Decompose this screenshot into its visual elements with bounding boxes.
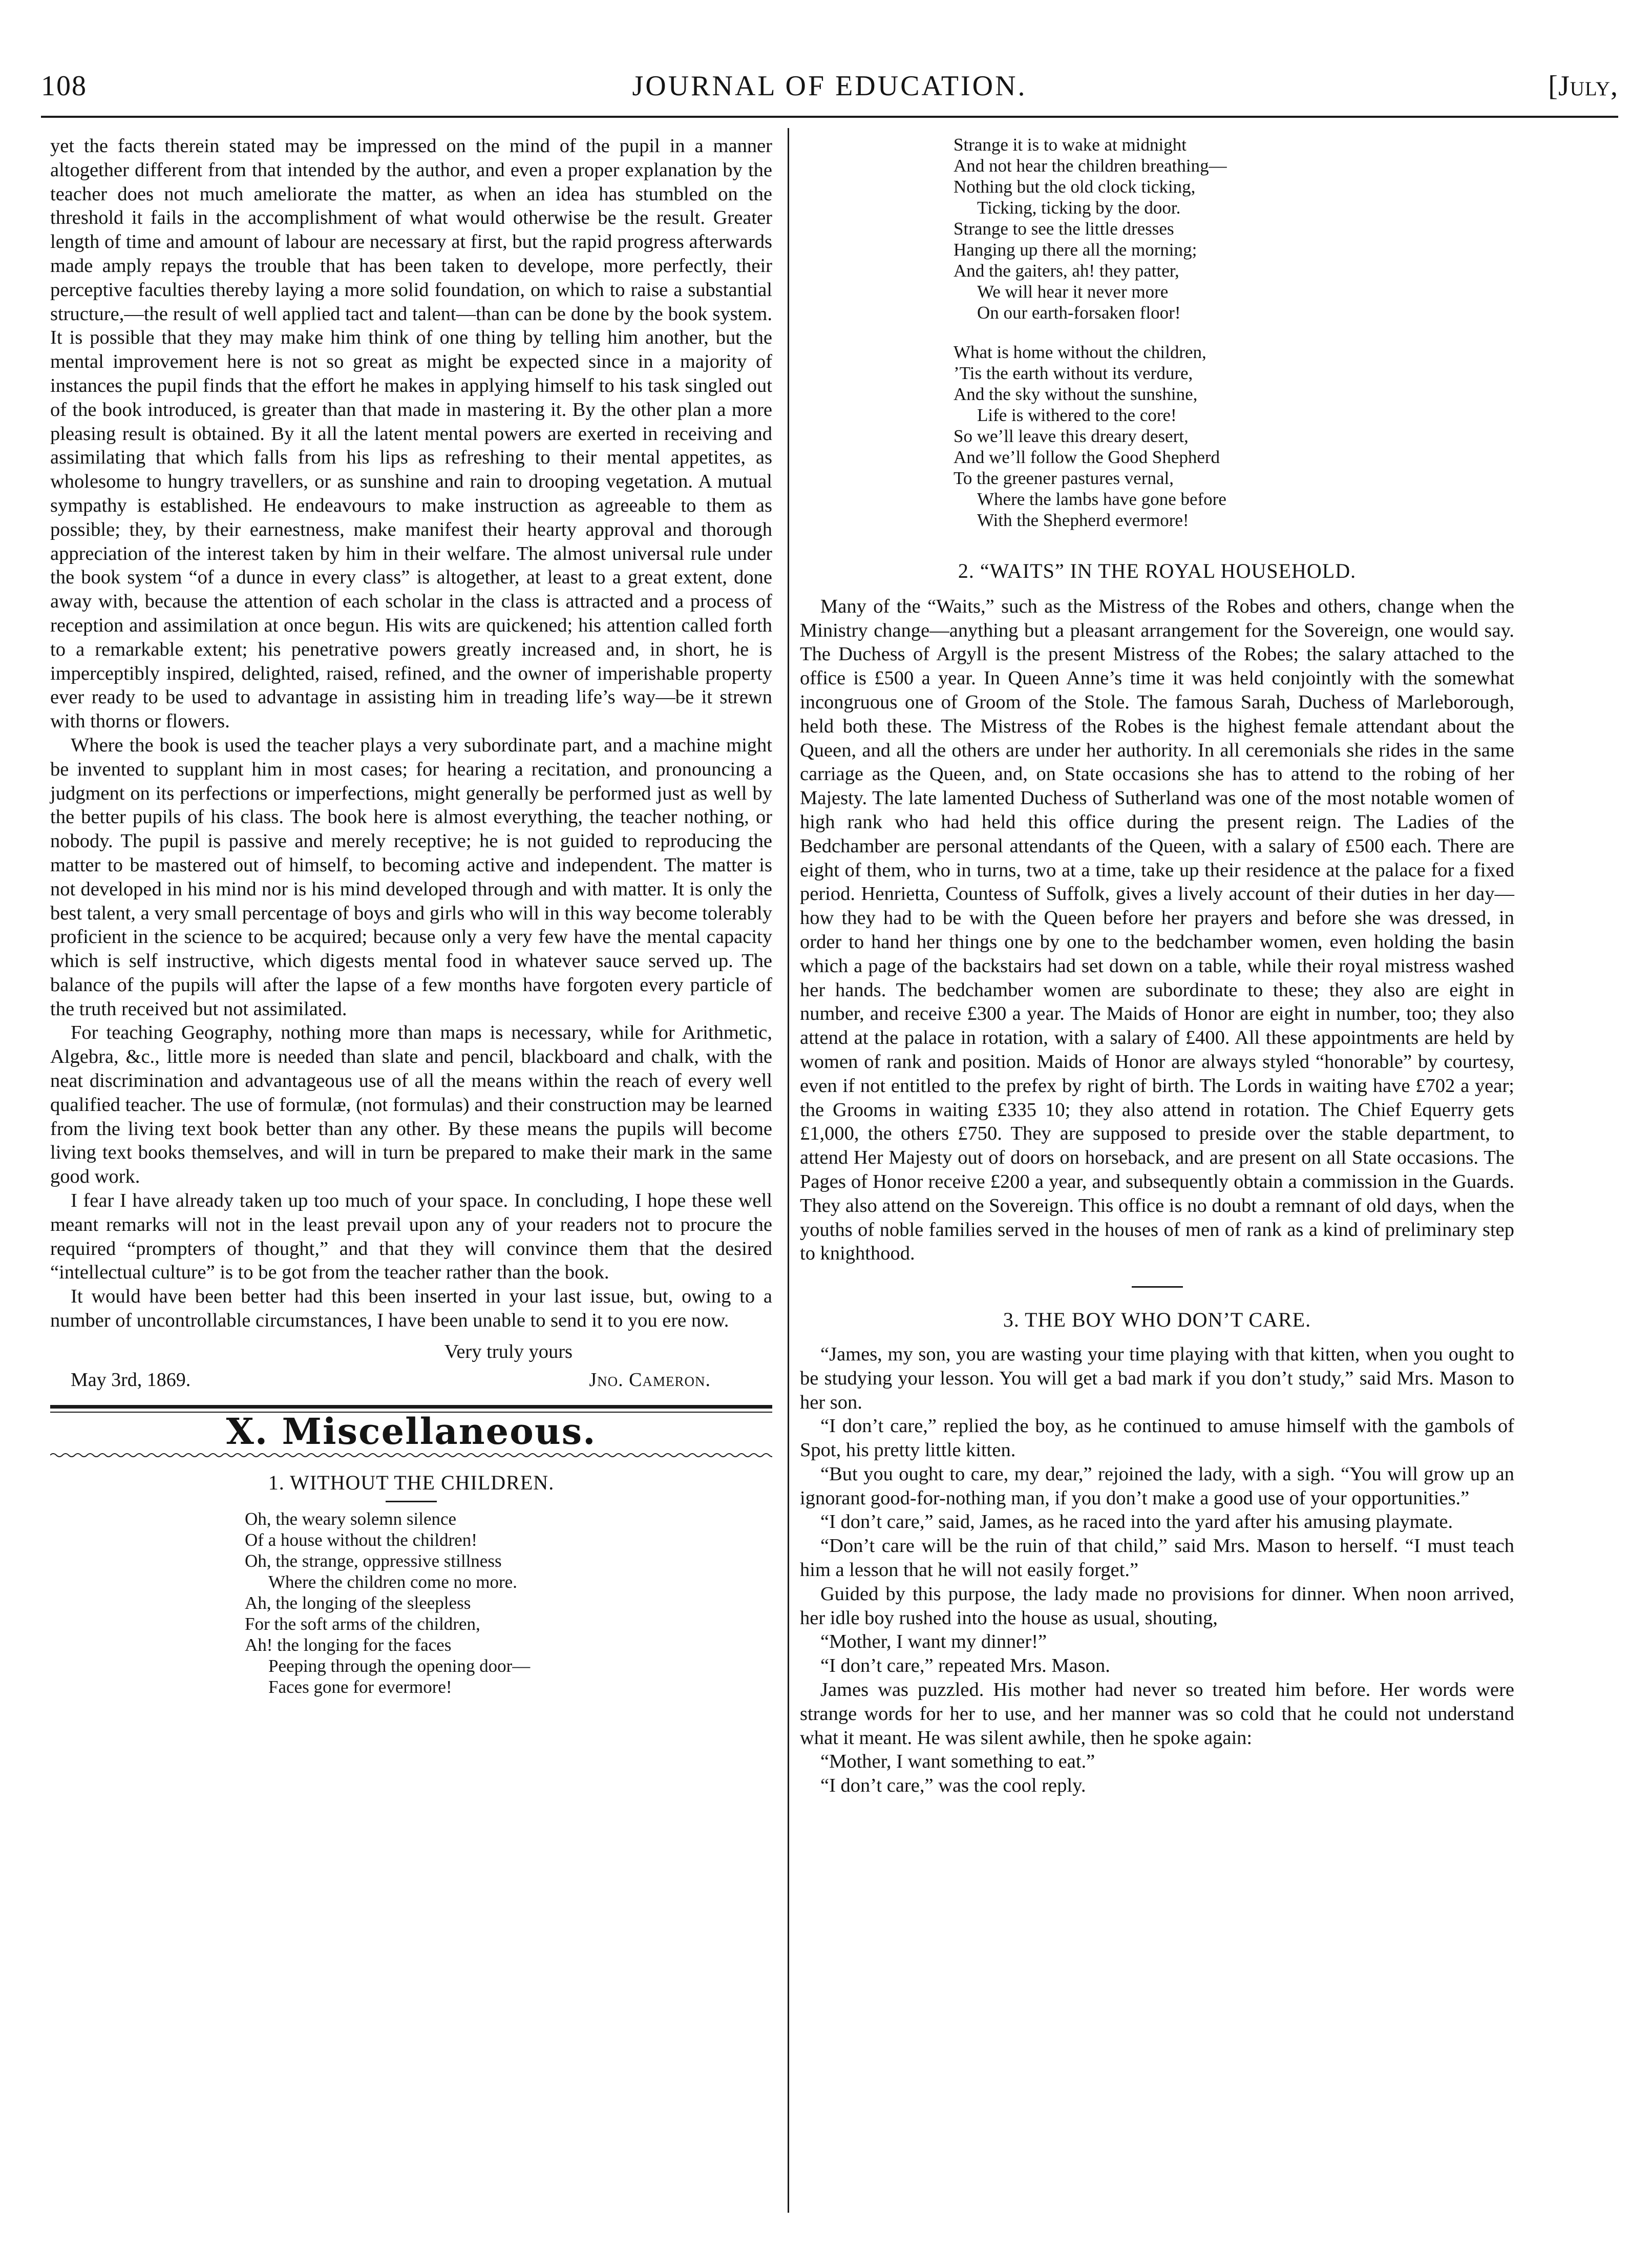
poem-1-stanza-3 — [800, 342, 1514, 531]
poem-line: And not hear the children breathing— — [954, 156, 1227, 176]
letter-signoff — [50, 1368, 772, 1393]
article-3-paragraph: “I don’t care,” replied the boy, as he continued to amuse himself with the gambols of Spot, his pretty little kitten. — [800, 1415, 1514, 1461]
journal-title: JOURNAL OF EDUCATION. — [632, 70, 1027, 102]
poem-line: To the greener pastures vernal, — [954, 468, 1174, 488]
issue-month: [July, — [1548, 70, 1618, 102]
poem-line: We will hear it never more — [977, 282, 1169, 302]
poem-line: Peeping through the opening door— — [268, 1656, 531, 1676]
article-3-paragraph: “Mother, I want my dinner!” — [820, 1631, 1047, 1653]
stanza-gap — [800, 323, 1514, 342]
poem-line: Where the lambs have gone before — [977, 489, 1226, 509]
poem-line: Ah, the longing of the sleepless — [245, 1593, 471, 1613]
letter-paragraph-1: yet the facts therein stated may be impressed on the mind of the pupil in a manner altogether different from that intended by the author, and even a proper explanation by the teacher does not much ameliorate the matter, as when an idea has stumbled on the threshold it fails in the accomplishment of what would otherwise be the result. Greater length of time and amount of labour are necessary at first, but the rapid progress afterwards made amply repays the trouble that has been taken to develope, more perfectly, their perceptive faculties thereby laying a more solid foundation, on which to raise a substantial structure,—the result of well applied tact and talent—than can be done by the book system. It is possible that they may make him think of one thing by telling him another, but the mental improvement here is not so great as might be expected since in a majority of instances the pupil finds that the effort he makes in applying himself to his task singled out of the book introduced, is greater than that made in mastering it. By the other plan a more pleasing result is obtained. By it all the latent mental powers are exerted in receiving and assimilating that which falls from his lips as refreshing to their mental appetites, as wholesome to hungry travellers, or as sunshine and rain to drooping vegetation. A mutual sympathy is established. He endeavours to make instruction as agreeable to them as possible; they, by their earnestness, make manifest their hearty approval and thorough appreciation of the interest taken by him in their welfare. The almost universal rule under the book system “of a dunce in every class” is altogether, at least to a great extent, done away with, because the attention of each scholar in the class is attracted and a process of reception and assimilation at once begun. His wits are quickened; his attention called forth to a remarkable extent; his penetrative powers greatly increased and, in short, he is imperceptibly inspired, delighted, raised, refined, and the owner of imperishable property ever ready to be used to advantage in assisting him in treading life’s way—be it strewn with thorns or flowers. — [50, 135, 772, 732]
poem-line: Hanging up there all the morning; — [954, 240, 1197, 260]
poem-line: On our earth-forsaken floor! — [977, 303, 1181, 323]
poem-line: Of a house without the children! — [245, 1530, 477, 1550]
letter-paragraph-3: For teaching Geography, nothing more than maps is necessary, while for Arithmetic, Algebra, &c., little more is needed than slate and pencil, blackboard and chalk, with the neat discrimination and advantageous use of all the means within the reach of every well qualified teacher. The use of formulæ, (not formulas) and their construction may be learned from the living text book better than any other. By these means the pupils will become living text books themselves, and will in turn be prepared to make their mark in the same good work. — [50, 1022, 772, 1188]
article-3-paragraph: James was puzzled. His mother had never so treated him before. Her words were strange words for her to use, and her manner was so cold that he could not understand what it meant. He was silent awhile, then he spoke again: — [800, 1679, 1514, 1749]
poem-line: With the Shepherd evermore! — [977, 510, 1189, 530]
letter-paragraph-5: It would have been better had this been inserted in your last issue, but, owing to a number of uncontrollable circumstances, I have been unable to send it to you ere now. — [50, 1286, 772, 1332]
poem-1-stanza-1 — [50, 1508, 772, 1697]
poem-1-heading: 1. WITHOUT THE CHILDREN. — [268, 1471, 555, 1494]
article-3-paragraph: “Don’t care will be the ruin of that child,” said Mrs. Mason to herself. “I must teach him a lesson that he will not easily forget.” — [800, 1535, 1514, 1581]
article-3-paragraph: Guided by this purpose, the lady made no provisions for dinner. When noon arrived, her idle boy rushed into the house as usual, shouting, — [800, 1583, 1514, 1629]
letter-signature: Jno. Cameron. — [589, 1369, 711, 1391]
article-3-paragraph: “I don’t care,” repeated Mrs. Mason. — [820, 1655, 1110, 1677]
poem-1-stanza-2 — [800, 134, 1514, 323]
poem-line: Oh, the strange, oppressive stillness — [245, 1551, 502, 1571]
poem-line: So we’ll leave this dreary desert, — [954, 426, 1189, 446]
poem-line: What is home without the children, — [954, 342, 1206, 362]
poem-line: ’Tis the earth without its verdure, — [954, 363, 1193, 383]
page-number: 108 — [41, 70, 87, 102]
poem-line: Oh, the weary solemn silence — [245, 1509, 457, 1529]
poem-line: Ah! the longing for the faces — [245, 1635, 452, 1655]
poem-line: And we’ll follow the Good Shepherd — [954, 447, 1220, 467]
page-header — [41, 66, 1618, 107]
poem-line: Life is withered to the core! — [977, 405, 1177, 425]
poem-line: And the gaiters, ah! they patter, — [954, 261, 1179, 281]
poem-line: Where the children come no more. — [268, 1572, 517, 1592]
column-divider — [788, 128, 789, 2213]
poem-line: Faces gone for evermore! — [268, 1677, 452, 1697]
poem-line: Strange it is to wake at midnight — [954, 135, 1187, 155]
section-title: X. Miscellaneous. — [226, 1410, 597, 1453]
poem-line: Ticking, ticking by the door. — [977, 198, 1181, 218]
article-2-body: Many of the “Waits,” such as the Mistress of the Robes and others, change when the Ministry change—anything but a pleasant arrangement for the Sovereign, one would say. The Duchess of Argyll is the present Mistress of the Robes; the salary attached to the office is £500 a year. In Queen Anne’s time it was held conjointly with the somewhat incongruous one of Groom of the Stole. The famous Sarah, Duchess of Marleborough, held both these. The Mistress of the Robes is the highest female attendant about the Queen, and all the others are under her authority. In all ceremonials she rides in the same carriage as the Queen, and, on State occasions she has to attend to the robing of her Majesty. The late lamented Duchess of Sutherland was one of the most notable women of high rank who had held this office during the present reign. The Ladies of the Bedchamber are personal attendants of the Queen, with a salary of £500 each. There are eight of them, who in turns, two at a time, take up their residence at the palace for a fixed period. Henrietta, Countess of Suffolk, gives a lively account of their duties in her day—how they had to be with the Queen before her prayers and before she was dressed, in order to hand her things one by one to the bedchamber women, even holding the basin which a page of the backstairs had set down on a table, while their royal mistress washed her hands. The bedchamber women are subordinate to these; they also are eight in number, and receive £300 a year. The Maids of Honor are eight in number, too; they also attend at the palace in rotation, with a salary of £400. All these appointments are held by women of rank and position. Maids of Honor are always styled “honorable” by courtesy, even if not entitled to the prefex by right of birth. The Lords in waiting have £702 a year; the Grooms in waiting £335 10; they also attend in rotation. The Chief Equerry gets £1,000, the others £750. They are supposed to preside over the stable department, to attend Her Majesty out of doors on horseback, and are present on all State occasions. The Pages of Honor receive £200 a year, and subsequently obtain a commission in the Guards. They also attend on the Sovereign. This office is no doubt a remnant of old days, when the youths of noble families served in the houses of men of rank as a kind of preliminary step to knighthood. — [800, 595, 1514, 1265]
article-3-paragraph: “I don’t care,” was the cool reply. — [820, 1775, 1086, 1797]
article-3-paragraph: “Mother, I want something to eat.” — [820, 1751, 1095, 1773]
article-2-heading: 2. “WAITS” IN THE ROYAL HOUSEHOLD. — [958, 559, 1357, 582]
article-3-paragraph: “But you ought to care, my dear,” rejoined the lady, with a sigh. “You will grow up an ignorant good-for-nothing man, if you don’t make a good use of your opportunities.” — [800, 1463, 1514, 1509]
poem-line: And the sky without the sunshine, — [954, 384, 1198, 404]
poem-line: For the soft arms of the children, — [245, 1614, 480, 1634]
letter-date: May 3rd, 1869. — [71, 1369, 191, 1391]
letter-paragraph-4: I fear I have already taken up too much of your space. In concluding, I hope these well meant remarks will not in the least prevail upon any of your readers not to procure the required “prompters of thought,” and that they will convince them that the desired “intellectual culture” is to be got from the teacher rather than the book. — [50, 1190, 772, 1284]
section-rule-thick — [50, 1405, 772, 1409]
article-3-paragraph: “I don’t care,” said, James, as he raced into the yard after his amusing playmate. — [820, 1511, 1453, 1533]
right-column — [800, 134, 1514, 1798]
article-3-heading: 3. THE BOY WHO DON’T CARE. — [1003, 1308, 1311, 1332]
letter-paragraph-2: Where the book is used the teacher plays a very subordinate part, and a machine might be invented to supplant him in most cases; for hearing a recitation, and pronouncing a judgment on its perfections or imperfections, might generally be performed just as well by the better pupils of his class. The book here is almost everything, the teacher nothing, or nobody. The pupil is passive and merely receptive; he is not guided to reproducing the matter to be mastered out of himself, to becoming active and independent. The matter is not developed in his mind nor is his mind developed through and with matter. It is only the best talent, a very small percentage of boys and girls who will in this way become tolerably proficient in the science to be acquired; because only a very few have the mental capacity which is self instructive, which digests mental food in whatever sauce served up. The balance of the pupils will after the lapse of a few months have forgoten every particle of the truth received but not assimilated. — [50, 734, 772, 1020]
left-column — [50, 134, 772, 1697]
article-3-paragraph: “James, my son, you are wasting your time playing with that kitten, when you ought to be studying your lesson. You will get a bad mark if you don’t study,” said Mrs. Mason to her son. — [800, 1343, 1514, 1413]
poem-line: Strange to see the little dresses — [954, 219, 1174, 239]
header-rule — [41, 116, 1618, 118]
poem-line: Nothing but the old clock ticking, — [954, 177, 1196, 197]
letter-closing: Very truly yours — [444, 1340, 573, 1362]
